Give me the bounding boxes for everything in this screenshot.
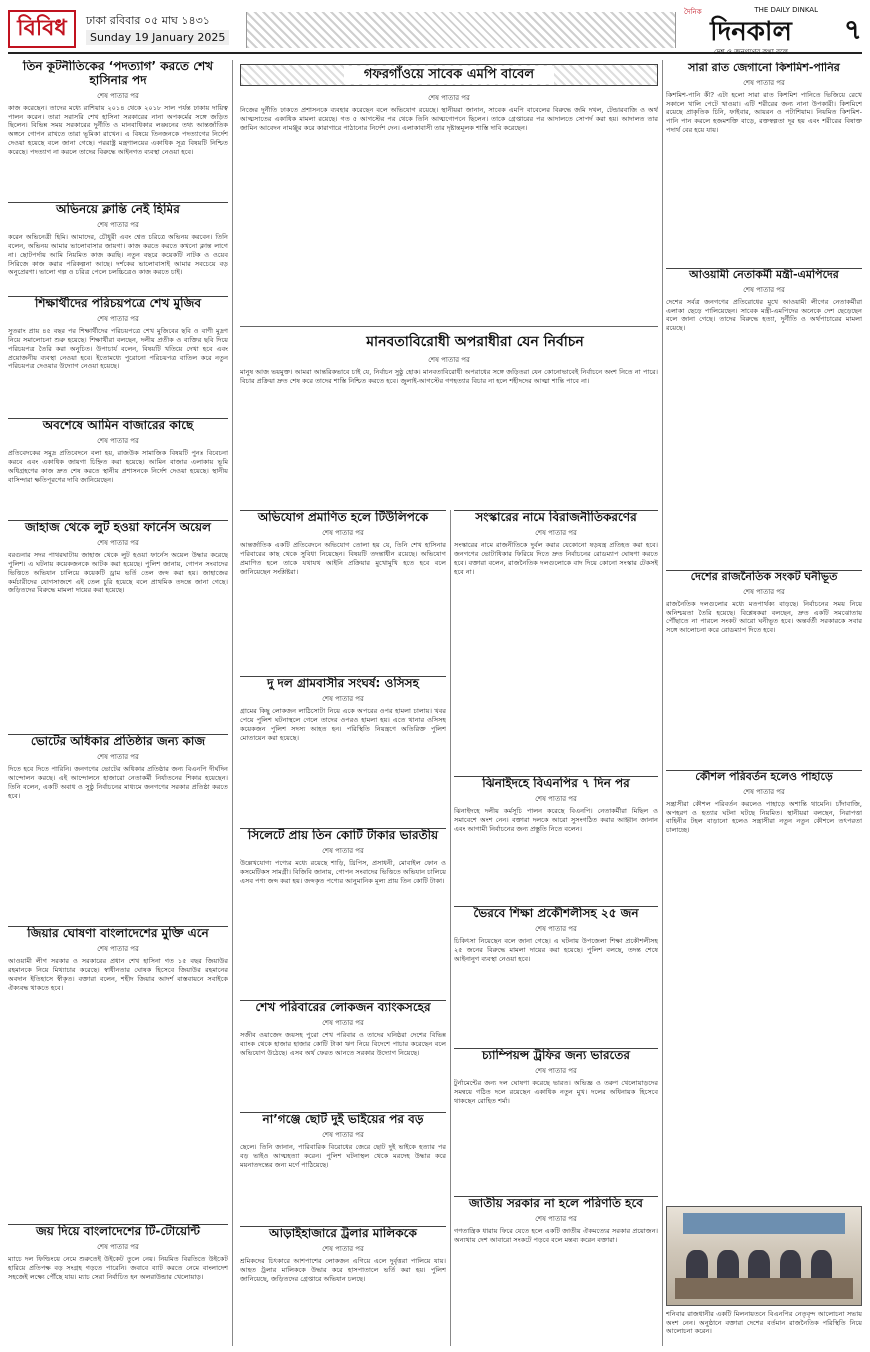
byline: শেষ পাতার পর (428, 94, 470, 102)
article (240, 1000, 446, 1110)
page-header (8, 6, 862, 54)
article-body: আওয়ামী লীগ সরকার ও সরকারের প্রধান শেখ হাসিনা গত ১৫ বছর জিয়াউর রহমানকে নিয়ে মিথ্যাচার করেছে। স্বাধীনতার ঘোষক হিসেবে জিয়াউর রহমানের অবদান ইতিহাসে স্বীকৃত। বক্তারা বলেন, শহীদ জিয়ার আদর্শ বাস্তবায়নে সবাইকে ঐক্যবদ্ধ থাকতে হবে। (8, 956, 228, 992)
article (240, 676, 446, 826)
byline: শেষ পাতার পর (322, 528, 364, 537)
photo-backdrop (683, 1213, 846, 1235)
headline: সারা রাত জেগানো কিশমিশ-পানির (688, 62, 840, 74)
article (8, 202, 228, 294)
headline: সংস্কারের নামে বিরাজনীতিকরণের (475, 510, 637, 524)
page-number: ৭ (843, 13, 862, 46)
article (240, 354, 658, 504)
article-body: কাজ করেছেন। তাদের মধ্যে রাশিয়ায় ২০১৪ থেকে ২০১৮ সাল পর্যন্ত ঢাকায় দায়িত্ব পালন করেন। তারা সরাসরি শেখ হাসিনা সরকারের নানা অপকর্মের সঙ্গে জড়িত ছিলেন। বিভিন্ন সময় সরকারের দুর্নীতি ও মানবাধিকার লঙ্ঘনের তথ্য আন্তর্জাতিক অঙ্গনে গোপন রাখতে তারা ভূমিকা রাখেন। এ বিষয়ে তিনজনকে পদত্যাগের নির্দেশ দেওয়া হয়েছে বলে জানা গেছে। পররাষ্ট্র মন্ত্রণালয়ের একাধিক সূত্র বিষয়টি নিশ্চিত করেছে। পদত্যাগ না করলে তাদের বিরুদ্ধে আইনগত ব্যবস্থা নেওয়া হবে। (8, 103, 228, 157)
article (666, 268, 862, 568)
column-rule (662, 60, 663, 1346)
headline: কৌশল পরিবর্তন হলেও পাহাড়ে (695, 770, 833, 783)
section-logo: বিবিধ (8, 10, 76, 48)
byline: শেষ পাতার পর (535, 924, 577, 933)
article (666, 62, 862, 266)
byline: শেষ পাতার পর (428, 356, 470, 364)
byline: শেষ পাতার পর (743, 78, 785, 87)
byline: শেষ পাতার পর (743, 285, 785, 294)
section-divider (240, 326, 658, 327)
article (240, 828, 446, 998)
article-body: সুতরাং প্রায় ৪৫ বছর পর শিক্ষার্থীদের পরিচয়পত্রে শেখ মুজিবের ছবি ও বাণী মুদ্রণ নিয়ে সমালোচনা শুরু হয়েছে। শিক্ষার্থীরা বলছেন, দলীয় প্রতীক ও ব্যক্তির ছবি দিয়ে পরিচয়পত্র তৈরি করা অনুচিত। উপাচার্য বলেন, বিষয়টি খতিয়ে দেখা হবে এবং প্রয়োজনীয় ব্যবস্থা নেওয়া হবে। ইতোমধ্যে পুরোনো পরিচয়পত্র বাতিল করে নতুন পরিচয়পত্র দেওয়ার উদ্যোগ নেওয়া হয়েছে। (8, 326, 228, 371)
article (8, 520, 228, 732)
article (240, 92, 658, 324)
column-rule (232, 60, 233, 1346)
banner-title: গফরগাঁওয়ে সাবেক এমপি বাবেল (344, 66, 554, 84)
article-body: নিজের দুর্নীতি ঢাকতে প্রশাসনকে ব্যবহার করেছেন বলে অভিযোগ রয়েছে। স্থানীয়রা জানান, সাবেক এমপি বাবেলের বিরুদ্ধে জমি দখল, টেন্ডারবাজি ও অর্থ আত্মসাতের একাধিক মামলা রয়েছে। গত ৫ আগস্টের পর থেকে তিনি আত্মগোপনে ছিলেন। তাকে গ্রেপ্তারের পর আদালতে সোপর্দ করা হয়। আদালত তার জামিন আবেদন নামঞ্জুর করে কারাগারে পাঠানোর নির্দেশ দেন। এলাকাবাসী তার দৃষ্টান্তমূলক শাস্তি দাবি করেছেন। (240, 106, 658, 132)
article (8, 418, 228, 518)
article-body: করেন অভিনেত্রী হিমি। আমাদের, চৌধুরী এবং শ্বেত চরিত্রে অভিনয় করবেন। তিনি বলেন, অভিনয় আমার ভালোবাসার জায়গা। কাজ করতে করতে কখনো ক্লান্ত লাগে না। ছোটপর্দায় আমি নিয়মিত কাজ করছি। নতুন বছরে কয়েকটি নাটক ও ওয়েব সিরিজে কাজ করার পরিকল্পনা আছে। দর্শকের ভালোবাসাই আমার সবচেয়ে বড় অনুপ্রেরণা। ভালো গল্প ও চরিত্র পেলে চলচ্চিত্রেও কাজ করতে চাই। (8, 232, 228, 277)
article (8, 926, 228, 1222)
byline: শেষ পাতার পর (743, 587, 785, 596)
article (240, 510, 446, 674)
article (454, 776, 658, 904)
photo-table (675, 1278, 853, 1300)
headline: জাতীয় সরকার না হলে পরিণতি হবে (468, 1196, 643, 1210)
top-banner (240, 64, 658, 86)
article (240, 1112, 446, 1224)
byline: শেষ পাতার পর (97, 752, 139, 761)
headline: জিয়ার ঘোষণা বাংলাদেশের মুক্তি এনে (27, 926, 209, 940)
headline: তিন কূটনীতিকের ‘পদত্যাগ’ করতে শেখ হাসিনার পদ (22, 60, 214, 87)
article-body: চিকিৎসা নিয়েছেন বলে জানা গেছে। এ ঘটনায় উপজেলা শিক্ষা প্রকৌশলীসহ ২৫ জনের বিরুদ্ধে মামলা দায়ের করা হয়েছে। পুলিশ বলছে, তদন্ত শেষে আইনানুগ ব্যবস্থা নেওয়া হবে। (454, 936, 658, 963)
byline: শেষ পাতার পর (322, 1244, 364, 1253)
headline: দেশের রাজনৈতিক সংকট ঘনীভূত (690, 570, 838, 583)
article-body: প্রতিবেদকের সমুদ্র প্রতিবেদনে বলা হয়, রাজউক সামাজিক বিষয়টি পুনঃ বিবেচনা করবে এবং একাধিক জায়গা চিহ্নিত করা হয়েছে। আমিন বাজার এলাকায় ভূমি অধিগ্রহণের কাজ দ্রুত শেষ করতে স্থানীয় প্রশাসনকে নির্দেশ দেওয়া হয়েছে। স্থানীয় বাসিন্দারা ক্ষতিপূরণের দাবি জানিয়েছেন। (8, 448, 228, 484)
byline: শেষ পাতার পর (97, 436, 139, 445)
article-body: ঝিনাইদহে দলীয় কর্মসূচি পালন করেছে বিএনপি। নেতাকর্মীরা মিছিল ও সমাবেশে অংশ নেন। বক্তারা দলকে আরো সুসংগঠিত করার আহ্বান জানান এবং আগামী নির্বাচনের জন্য প্রস্তুতি নিতে বলেন। (454, 806, 658, 833)
article-body: দিতে হবে দিতে পারিনি। জনগণের ভোটের অধিকার প্রতিষ্ঠার জন্য বিএনপি দীর্ঘদিন আন্দোলন করছে। এই আন্দোলনে হাজারো নেতাকর্মী নির্যাতনের শিকার হয়েছেন। তিনি বলেন, একটি অবাধ ও সুষ্ঠু নির্বাচনের মাধ্যমে জনগণের সরকার প্রতিষ্ঠা করতে হবে। (8, 764, 228, 800)
article-body: সংস্কারের নামে রাজনীতিকে দুর্বল করার যেকোনো ষড়যন্ত্র প্রতিহত করা হবে। জনগণের ভোটাধিকার ফিরিয়ে দিতে দ্রুত নির্বাচনের রোডম্যাপ ঘোষণা করতে হবে। বক্তারা বলেন, রাজনৈতিক দলগুলোকে বাদ দিয়ে কোনো সংস্কার টেকসই হবে না। (454, 540, 658, 576)
column-rule (450, 510, 451, 1346)
article (8, 1224, 228, 1346)
byline: শেষ পাতার পর (322, 846, 364, 855)
article-body: মানুষ আজ ভয়মুক্ত। আমরা আন্তরিকভাবে চাই যে, নির্বাচন সুষ্ঠু হোক। মানবতাবিরোধী অপরাধের সঙ্গে জড়িতরা যেন কোনোভাবেই নির্বাচনে অংশ নিতে না পারে। বিচার প্রক্রিয়া দ্রুত শেষ করে তাদের শাস্তি নিশ্চিত করতে হবে। জুলাই-আগস্টের গণহত্যার বিচার না হলে শহীদদের আত্মা শান্তি পাবে না। (240, 368, 658, 385)
headline: জয় দিয়ে বাংলাদেশের টি-টোয়েন্টি (36, 1224, 200, 1238)
byline: শেষ পাতার পর (97, 91, 139, 100)
article-body: কিশমিশ-পানি কী? এটা হলো সারা রাত কিশমিশ পানিতে ভিজিয়ে রেখে সকালে খালি পেটে খাওয়া। এটি শরীরের জন্য নানা উপকারী। কিশমিশে রয়েছে প্রাকৃতিক চিনি, ফাইবার, আয়রন ও পটাশিয়াম। নিয়মিত কিশমিশ-পানি পান করলে হজমশক্তি বাড়ে, রক্তস্বল্পতা দূর হয় এবং শরীরের বিষাক্ত পদার্থ বের হয়ে যায়। (666, 90, 862, 135)
headline: শিক্ষার্থীদের পরিচয়পত্রে শেখ মুজিব (34, 296, 202, 310)
date-english: Sunday 19 January 2025 (86, 30, 229, 45)
article-body: আন্তর্জাতিক একটি প্রতিবেদনে অভিযোগ তোলা হয় যে, তিনি শেখ হাসিনার পরিবারের কাছ থেকে সুবিধা নিয়েছেন। বিষয়টি তদন্তাধীন রয়েছে। অভিযোগ প্রমাণিত হলে তাকে যথাযথ আইনি প্রক্রিয়ার মুখোমুখি হতে হবে বলে জানিয়েছেন সংশ্লিষ্টরা। (240, 540, 446, 576)
article-body: সজীব ওয়াজেদ জয়সহ পুরো শেখ পরিবার ও তাদের ঘনিষ্ঠরা দেশের বিভিন্ন ব্যাংক থেকে হাজার হাজার কোটি টাকা ঋণ নিয়ে বিদেশে পাচার করেছেন বলে অভিযোগ উঠেছে। এসব অর্থ ফেরত আনতে সরকার উদ্যোগ নিয়েছে। (240, 1030, 446, 1057)
news-photo (666, 1206, 862, 1306)
article-body: গ্রামের কিছু লোকজন লাঠিসোটা নিয়ে একে অপরের ওপর হামলা চালায়। খবর পেয়ে পুলিশ ঘটনাস্থলে গেলে তাদের ওপরও হামলা হয়। এতে থানার ওসিসহ কয়েকজন পুলিশ সদস্য আহত হন। পরিস্থিতি নিয়ন্ত্রণে অতিরিক্ত পুলিশ মোতায়েন করা হয়েছে। (240, 706, 446, 742)
byline: শেষ পাতার পর (97, 944, 139, 953)
byline: শেষ পাতার পর (322, 694, 364, 703)
photo-caption: শনিবার রাজধানীর একটি মিলনায়তনে বিএনপির নেতৃবৃন্দ আলোচনা সভায় অংশ নেন। অনুষ্ঠানে বক্তারা দেশের বর্তমান রাজনৈতিক পরিস্থিতি নিয়ে আলোচনা করেন। (666, 1310, 862, 1335)
article (240, 1226, 446, 1346)
headline: না’গঞ্জে ছোট দুই ভাইয়ের পর বড় (262, 1112, 424, 1126)
masthead-tagline: দেশ ও জনগণের কথা বলে (713, 48, 789, 56)
byline: শেষ পাতার পর (97, 538, 139, 547)
header-pattern (246, 12, 676, 48)
article-body: রাজনৈতিক দলগুলোর মধ্যে মতপার্থক্য বাড়ছে। নির্বাচনের সময় নিয়ে অনিশ্চয়তা তৈরি হয়েছে। বিশ্লেষকরা বলছেন, দ্রুত একটি সমঝোতায় পৌঁছাতে না পারলে সংকট আরো ঘনীভূত হবে। অন্তর্বর্তী সরকারকে সবার সঙ্গে আলোচনা করে রোডম্যাপ দিতে হবে। (666, 599, 862, 635)
byline: শেষ পাতার পর (535, 1066, 577, 1075)
headline: অভিযোগ প্রমাণিত হলে টিউলিপকে (257, 510, 429, 524)
headline: শেখ পরিবারের লোকজন ব্যাংকসহের (255, 1000, 431, 1014)
date-bengali: ঢাকা রবিবার ০৫ মাঘ ১৪৩১ (86, 14, 210, 27)
byline: শেষ পাতার পর (535, 794, 577, 803)
headline: জাহাজ থেকে লুট হওয়া ফার্নেস অয়েল (24, 520, 212, 534)
article-body: উল্লেখযোগ্য পণ্যের মধ্যে রয়েছে শাড়ি, থ্রিপিস, প্রসাধনী, মোবাইল ফোন ও কসমেটিকস সামগ্রী। বিজিবি জানায়, গোপন সংবাদের ভিত্তিতে অভিযান চালিয়ে এসব পণ্য জব্দ করা হয়। জব্দকৃত পণ্যের আনুমানিক মূল্য প্রায় তিন কোটি টাকা। (240, 858, 446, 885)
masthead-english: THE DAILY DINKAL (754, 6, 818, 14)
headline: ভোটের অধিকার প্রতিষ্ঠার জন্য কাজ (30, 734, 206, 748)
article-body: ছেলে। তিনি জানান, পারিবারিক বিরোধের জেরে ছোট দুই ভাইকে হত্যার পর বড় ভাইও আত্মহত্যা করেন। পুলিশ ঘটনাস্থল থেকে মরদেহ উদ্ধার করে ময়নাতদন্তের জন্য মর্গে পাঠিয়েছে। (240, 1142, 446, 1169)
article (454, 510, 658, 774)
headline: সিলেটে প্রায় তিন কোটি টাকার ভারতীয় (247, 828, 439, 842)
byline: শেষ পাতার পর (535, 528, 577, 537)
article (666, 770, 862, 1202)
byline: শেষ পাতার পর (322, 1018, 364, 1027)
headline: ঝিনাইদহে বিএনপির ৭ দিন পর (482, 776, 630, 790)
article-body: দেশের সর্বত্র জনগণের প্রতিরোধের মুখে আওয়ামী লীগের নেতাকর্মীরা এলাকা ছেড়ে পালিয়েছেন। সাবেক মন্ত্রী-এমপিদের অনেকে দেশ ছেড়েছেন বলে জানা গেছে। তাদের বিরুদ্ধে হত্যা, দুর্নীতি ও অর্থপাচারের মামলা রয়েছে। (666, 297, 862, 333)
byline: শেষ পাতার পর (97, 314, 139, 323)
article (454, 906, 658, 1046)
byline: শেষ পাতার পর (97, 1242, 139, 1251)
masthead-name: দিনকাল (710, 17, 792, 47)
headline: অবশেষে আমিন বাজারের কাছে (42, 418, 194, 432)
byline: শেষ পাতার পর (535, 1214, 577, 1223)
headline: ভৈরবে শিক্ষা প্রকৌশলীসহ ২৫ জন (473, 906, 639, 920)
article-body: ম্যাচে দল ফিল্ডিংয়ে নেমে শুরুতেই উইকেট তুলে নেয়। নিয়মিত বিরতিতে উইকেট হারিয়ে প্রতিপক্ষ বড় সংগ্রহ গড়তে পারেনি। জবাবে ব্যাট করতে নেমে বাংলাদেশ সহজেই লক্ষ্যে পৌঁছে যায়। ম্যাচ সেরা নির্বাচিত হন অলরাউন্ডার খেলোয়াড়। (8, 1254, 228, 1281)
article (8, 60, 228, 200)
article-body: গণতান্ত্রিক ধারায় ফিরে যেতে হলে একটি জাতীয় ঐকমত্যের সরকার প্রয়োজন। অন্যথায় দেশ আবারো সংকটে পড়বে বলে মন্তব্য করেন বক্তারা। (454, 1226, 658, 1244)
wide-headline: মানবতাবিরোধী অপরাধীরা যেন নির্বাচন (366, 334, 584, 350)
article (454, 1196, 658, 1346)
article (454, 1048, 658, 1194)
article (8, 296, 228, 416)
headline: দু দল গ্রামবাসীর সংঘর্ষ: ওসিসহ (267, 676, 419, 690)
article (8, 734, 228, 924)
article-body: শ্রমিকদের চিৎকারে আশপাশের লোকজন এগিয়ে এলে দুর্বৃত্তরা পালিয়ে যায়। আহত ট্রলার মালিককে উদ্ধার করে হাসপাতালে ভর্তি করা হয়। পুলিশ জানিয়েছে, জড়িতদের গ্রেপ্তারে অভিযান চলছে। (240, 1256, 446, 1283)
article (666, 570, 862, 768)
byline: শেষ পাতার পর (743, 787, 785, 796)
article-body: টুর্নামেন্টের জন্য দল ঘোষণা করেছে ভারত। অভিজ্ঞ ও তরুণ খেলোয়াড়দের সমন্বয়ে গঠিত দলে রয়েছেন একাধিক নতুন মুখ। দলের অধিনায়ক হিসেবে থাকছেন রোহিত শর্মা। (454, 1078, 658, 1105)
headline: আওয়ামী নেতাকর্মী মন্ত্রী-এমপিদের (689, 268, 839, 281)
article-body: সন্ত্রাসীরা কৌশল পরিবর্তন করলেও পাহাড়ে অশান্তি থামেনি। চাঁদাবাজি, অপহরণ ও হত্যার ঘটনা ঘটছে নিয়মিত। স্থানীয়রা বলছেন, নিরাপত্তা বাহিনীর টহল বাড়ানো হলেও সন্ত্রাসীরা নতুন নতুন কৌশলে তৎপরতা চালাচ্ছে। (666, 799, 862, 835)
article-body: বরগুনার সদর পাথরঘাটায় জাহাজ থেকে লুট হওয়া ফার্নেস অয়েল উদ্ধার করেছে পুলিশ। এ ঘটনায় কয়েকজনকে আটক করা হয়েছে। পুলিশ জানায়, গোপন সংবাদের ভিত্তিতে অভিযান চালিয়ে কয়েকটি ড্রাম ভর্তি তেল জব্দ করা হয়। জাহাজের কর্মচারীদের যোগসাজশে এই তেল চুরি হয়েছে বলে প্রাথমিক তদন্তে জানা গেছে। জড়িতদের বিরুদ্ধে মামলা দায়ের করা হয়েছে। (8, 550, 228, 595)
byline: শেষ পাতার পর (97, 220, 139, 229)
masthead (684, 6, 818, 56)
headline: অভিনয়ে ক্লান্তি নেই হিমির (56, 202, 180, 216)
headline: আড়াইহাজারে ট্রলার মালিককে (269, 1226, 417, 1240)
byline: শেষ পাতার পর (322, 1130, 364, 1139)
masthead-eyebrow: দৈনিক (684, 8, 702, 16)
headline: চ্যাম্পিয়ন্স ট্রফির জন্য ভারতের (482, 1048, 630, 1062)
